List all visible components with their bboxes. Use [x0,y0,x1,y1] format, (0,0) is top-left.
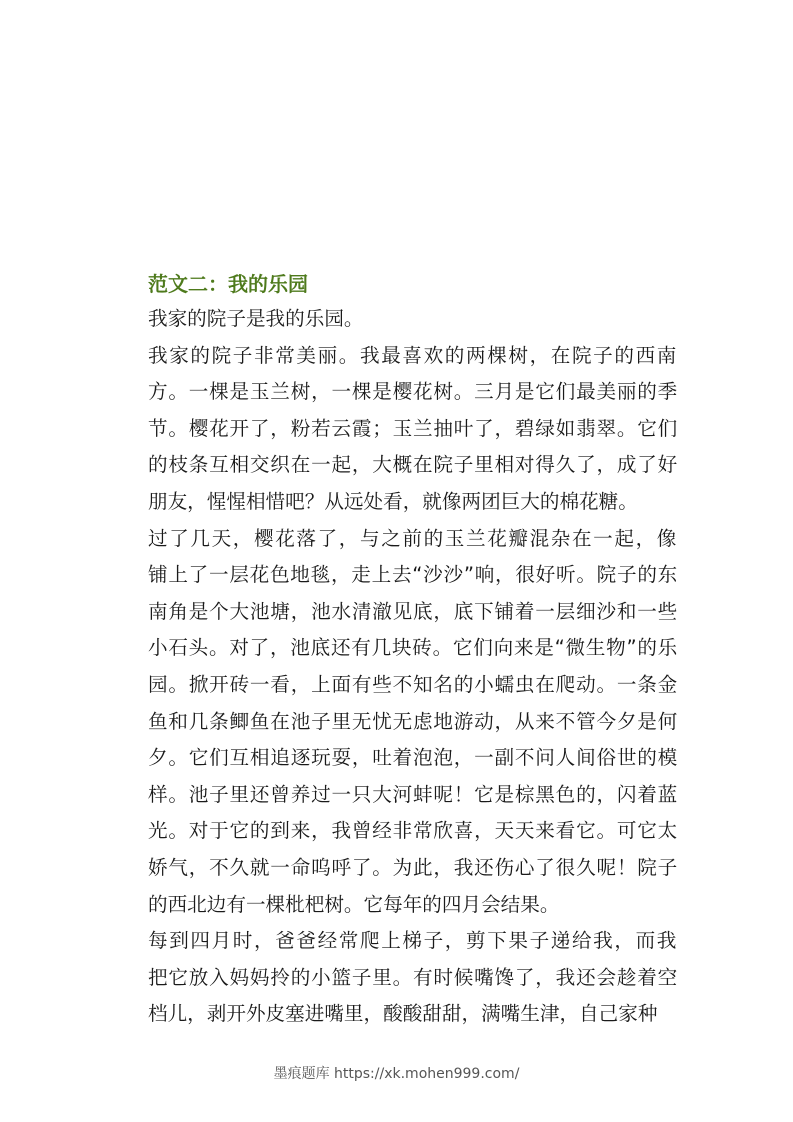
paragraph-line: 鱼和几条鲫鱼在池子里无忧无虑地游动，从来不管今夕是何 [148,709,678,733]
paragraph-line: 的西北边有一棵枇杷树。它每年的四月会结果。 [148,892,560,916]
paragraph-line: 我家的院子非常美丽。我最喜欢的两棵树，在院子的西南 [148,343,678,367]
paragraph-line: 夕。它们互相追逐玩耍，吐着泡泡，一副不问人间俗世的模 [148,746,678,770]
paragraph-line: 朋友，惺惺相惜吧？从远处看，就像两团巨大的棉花糖。 [148,489,638,513]
essay-body [148,301,678,1033]
paragraph-line: 光。对于它的到来，我曾经非常欣喜，天天来看它。可它太 [148,819,678,843]
paragraph [148,923,678,1033]
essay-title: 范文二：我的乐园 [148,272,308,296]
paragraph-line: 娇气，不久就一命呜呼了。为此，我还伤心了很久呢！院子 [148,855,678,879]
paragraph-line: 的枝条互相交织在一起，大概在院子里相对得久了，成了好 [148,453,678,477]
paragraph-line: 南角是个大池塘，池水清澈见底，底下铺着一层细沙和一些 [148,599,678,623]
paragraph-line: 档儿，剥开外皮塞进嘴里，酸酸甜甜，满嘴生津，自己家种 [148,1002,658,1026]
essay-content [148,268,678,1033]
paragraph-line: 样。池子里还曾养过一只大河蚌呢！它是棕黑色的，闪着蓝 [148,782,678,806]
paragraph-line: 节。樱花开了，粉若云霞；玉兰抽叶了，碧绿如翡翠。它们 [148,416,678,440]
paragraph [148,338,678,521]
paragraph-line: 我家的院子是我的乐园。 [148,307,364,330]
paragraph [148,301,678,338]
paragraph-line: 过了几天，樱花落了，与之前的玉兰花瓣混杂在一起，像 [148,526,678,550]
paragraph [148,521,678,924]
paragraph-line: 每到四月时，爸爸经常爬上梯子，剪下果子递给我，而我 [148,929,678,953]
paragraph-line: 园。掀开砖一看，上面有些不知名的小蠕虫在爬动。一条金 [148,672,678,696]
page-footer: 墨痕题库 https://xk.mohen999.com/ [273,1066,520,1082]
paragraph-line: 把它放入妈妈拎的小篮子里。有时候嘴馋了，我还会趁着空 [148,965,678,989]
paragraph-line: 小石头。对了，池底还有几块砖。它们向来是“微生物”的乐 [148,636,678,660]
paragraph-line: 铺上了一层花色地毯，走上去“沙沙”响，很好听。院子的东 [148,563,678,587]
paragraph-line: 方。一棵是玉兰树，一棵是樱花树。三月是它们最美丽的季 [148,380,678,404]
